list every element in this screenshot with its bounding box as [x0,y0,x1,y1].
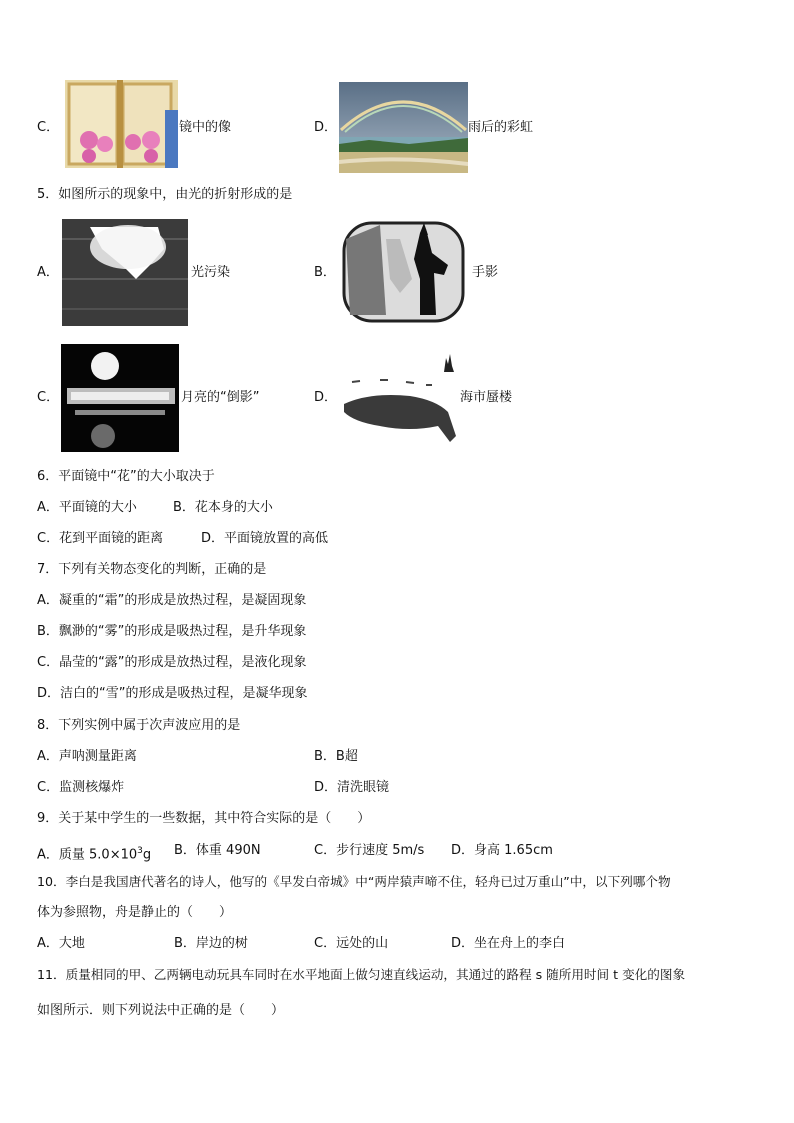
q5-option-b-letter: B． [314,265,336,280]
q8-option-d: D．清洗眼镜 [314,780,390,795]
q4-option-d-caption: 雨后的彩虹 [468,120,534,135]
q5-option-a-caption: 光污染 [191,265,231,280]
q5-stem: 5．如图所示的现象中，由光的折射形成的是 [37,187,293,202]
q4-option-c-caption: 镜中的像 [179,120,232,135]
q10-option-c: C．远处的山 [314,936,389,951]
mirror-image-photo [65,80,178,168]
q5-option-d-caption: 海市蜃楼 [460,390,513,405]
q10-option-d: D．坐在舟上的李白 [451,936,566,951]
q10-stem-line1: 10．李白是我国唐代著名的诗人，他写的《早发白帝城》中“两岸猿声啼不住，轻舟已过万重山”中，以下列哪个物 [37,874,671,889]
q10-option-a: A．大地 [37,936,85,951]
q10-option-b: B．岸边的树 [174,936,248,951]
q7-option-c: C．晶莹的“露”的形成是放热过程，是液化现象 [37,655,307,670]
q9-option-a-base: A．质量 5.0×10 [37,847,138,863]
mirage-photo [340,352,460,446]
q4-option-c-letter: C． [37,120,60,135]
q5-option-c-caption: 月亮的“倒影” [181,390,260,405]
q9-option-a [37,842,151,864]
q5-option-d-letter: D． [314,390,338,405]
q10-stem-line2: 体为参照物，舟是静止的（ ） [37,905,233,920]
q7-option-d: D．洁白的“雪”的形成是吸热过程，是凝华现象 [37,686,308,701]
q5-option-b-caption: 手影 [472,265,499,280]
q6-stem: 6．平面镜中“花”的大小取决于 [37,469,215,484]
q8-option-c: C．监测核爆炸 [37,780,125,795]
q6-option-c: C．花到平面镜的距离 [37,531,164,546]
q9-option-b: B．体重 490N [174,843,261,858]
moon-reflection-photo [61,344,179,452]
q8-option-a: A．声呐测量距离 [37,749,137,764]
q9-option-a-unit: g [142,847,152,863]
q7-option-b: B．飘渺的“雾”的形成是吸热过程，是升华现象 [37,624,307,639]
q7-stem: 7．下列有关物态变化的判断，正确的是 [37,562,267,577]
q8-stem: 8．下列实例中属于次声波应用的是 [37,718,241,733]
hand-shadow-photo [340,219,467,325]
q5-option-a-letter: A． [37,265,59,280]
q5-option-c-letter: C． [37,390,60,405]
q7-option-a: A．凝重的“霜”的形成是放热过程，是凝固现象 [37,593,307,608]
q6-option-d: D．平面镜放置的高低 [201,531,329,546]
rainbow-photo [339,82,468,173]
q8-option-b: B．B超 [314,749,358,764]
q9-stem: 9．关于某中学生的一些数据，其中符合实际的是（ ） [37,811,371,826]
light-pollution-photo [62,219,188,326]
q6-option-b: B．花本身的大小 [173,500,273,515]
q9-option-d: D．身高 1.65cm [451,843,553,858]
q4-option-d-letter: D． [314,120,338,135]
q9-option-c: C．步行速度 5m/s [314,843,425,858]
q9-option-a-exponent: 3 [137,846,143,856]
q11-stem-line1: 11．质量相同的甲、乙两辆电动玩具车同时在水平地面上做匀速直线运动，其通过的路程 s 随所用时间 t 变化的图象 [37,967,686,982]
q11-stem-line2: 如图所示．则下列说法中正确的是（ ） [37,1003,285,1018]
q6-option-a: A．平面镜的大小 [37,500,137,515]
